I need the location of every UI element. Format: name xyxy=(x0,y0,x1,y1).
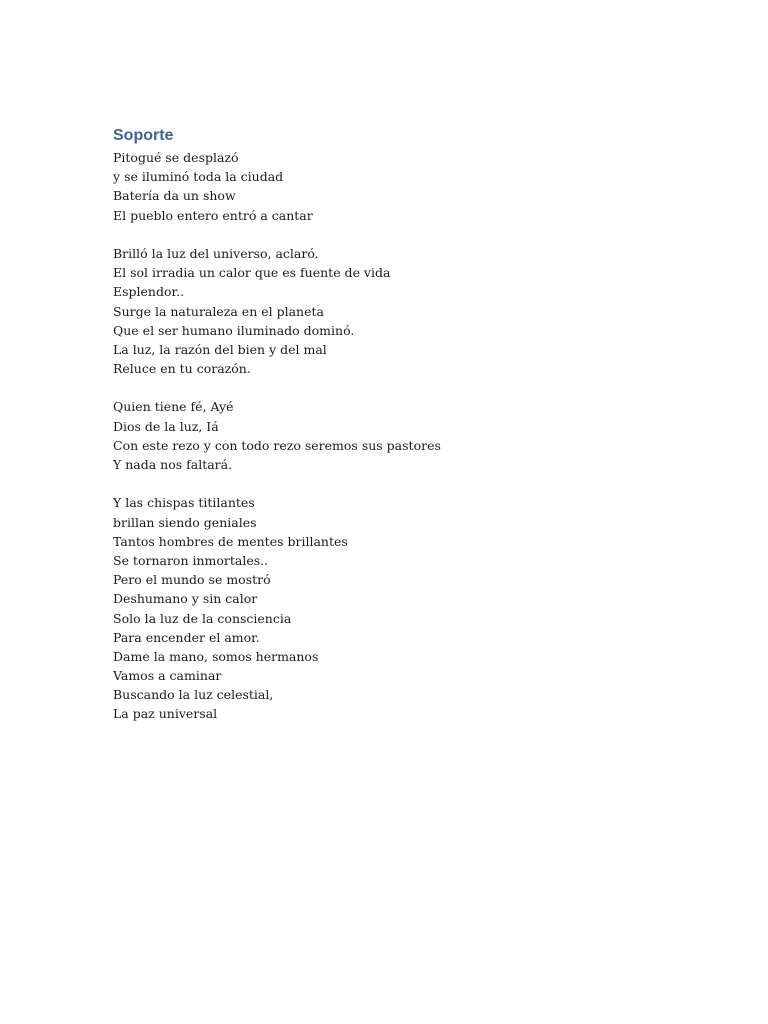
stanza xyxy=(113,148,673,225)
verse-line: Y nada nos faltará. xyxy=(113,457,233,472)
verse-line: El pueblo entero entró a cantar xyxy=(113,207,313,223)
verse-line: La luz, la razón del bien y del mal xyxy=(113,341,327,357)
verse-line: Solo la luz de la consciencia xyxy=(113,610,292,626)
verse-line: Vamos a caminar xyxy=(113,668,222,684)
document-body xyxy=(113,124,673,724)
verse-line: Y las chispas titilantes xyxy=(113,495,255,511)
verse-line: Reluce en tu corazón. xyxy=(113,361,251,377)
verse-line: Pero el mundo se mostró xyxy=(113,572,271,588)
verse-line: Buscando la luz celestial, xyxy=(113,687,274,703)
verse-line: Quien tiene fé, Ayé xyxy=(113,399,234,415)
verse-line: Dame la mano, somos hermanos xyxy=(113,648,319,664)
verse-line: Se tornaron inmortales.. xyxy=(113,552,269,568)
verse-line: brillan siendo geniales xyxy=(113,514,257,530)
stanza xyxy=(113,244,673,378)
verse-line: El sol irradia un calor que es fuente de vida xyxy=(113,265,391,281)
verse-line: La paz universal xyxy=(113,706,218,722)
verse-line: Esplendor.. xyxy=(113,284,185,300)
verse-line: Para encender el amor. xyxy=(113,629,260,645)
verse-line: Deshumano y sin calor xyxy=(113,591,258,607)
verse-line: Surge la naturaleza en el planeta xyxy=(113,303,324,319)
verse-line: Con este rezo y con todo rezo seremos sus pastores xyxy=(113,437,441,453)
verse-line: Tantos hombres de mentes brillantes xyxy=(113,533,348,549)
verse-line: Que el ser humano iluminado dominó. xyxy=(113,322,355,338)
verse-line: Pitogué se desplazó xyxy=(113,150,239,165)
stanza xyxy=(113,397,673,474)
document-title: Soporte xyxy=(113,127,174,144)
verse-line: y se iluminó toda la ciudad xyxy=(113,169,284,185)
stanza xyxy=(113,493,673,723)
verse-line: Batería da un show xyxy=(113,188,236,204)
verse-line: Dios de la luz, Iá xyxy=(113,418,219,434)
verse-line: Brilló la luz del universo, aclaró. xyxy=(113,245,319,261)
